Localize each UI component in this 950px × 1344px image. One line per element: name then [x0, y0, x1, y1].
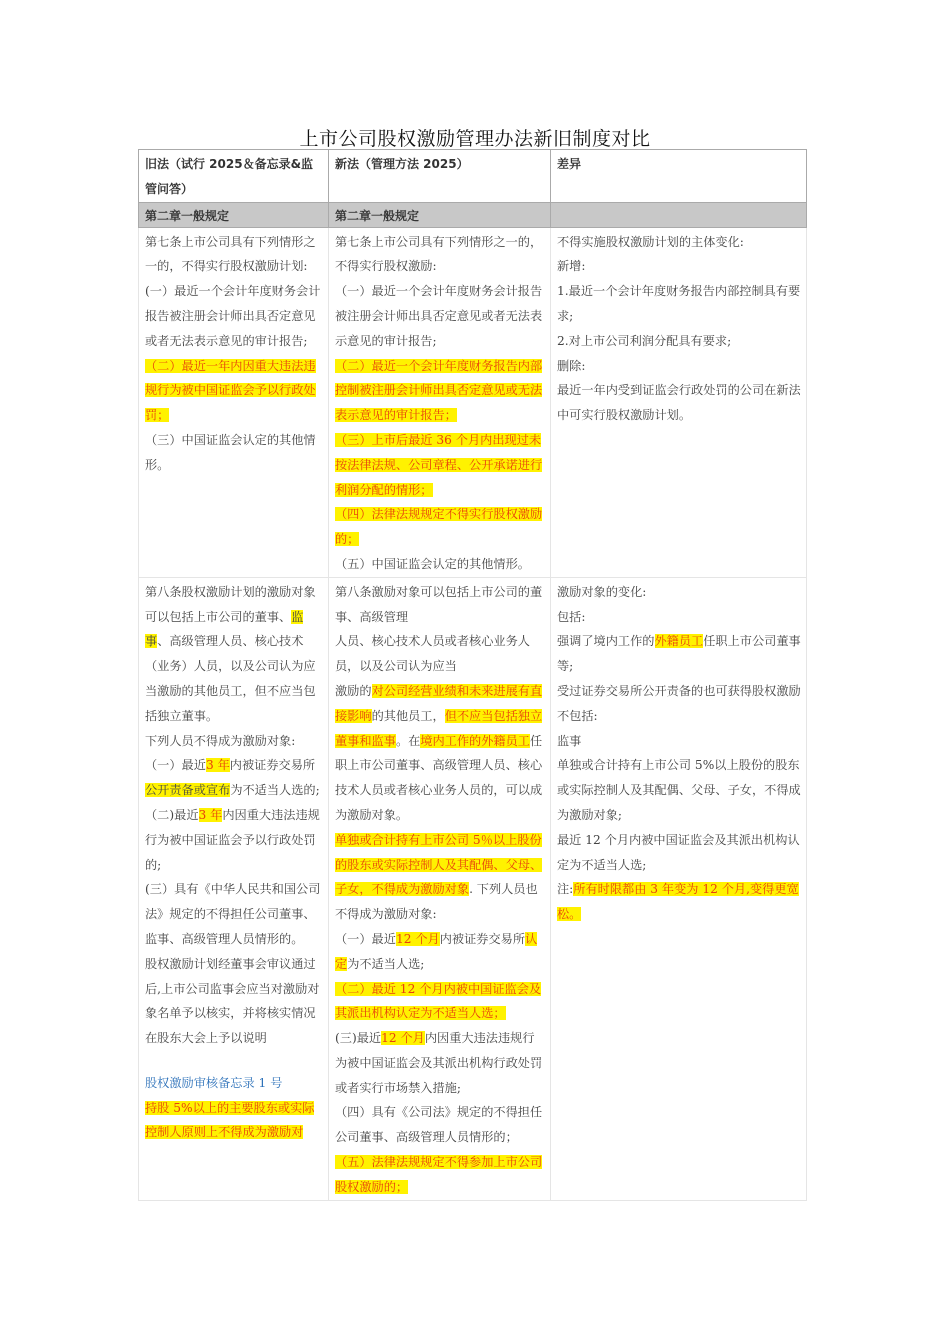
paragraph: （五）中国证监会认定的其他情形。 — [335, 556, 530, 571]
paragraph: （二)最近3 年内因重大违法违规行为被中国证监会予以行政处罚的; — [145, 807, 320, 872]
paragraph: 1.最近一个会计年度财务报告内部控制具有要求; — [557, 284, 801, 323]
article7-diff-cell — [551, 227, 807, 577]
paragraph: 人员、核心技术人员或者核心业务人员，以及公司认为应当 — [335, 634, 530, 674]
paragraph: (三）具有《中华人民共和国公司法》规定的不得担任公司董事、监事、高级管理人员情形的。 — [145, 882, 321, 946]
paragraph: 不包括: — [557, 708, 598, 723]
paragraph: (三)最近12 个月内因重大违法违规行为被中国证监会及其派出机构行政处罚或者实行市场禁入措施; — [335, 1031, 543, 1095]
article7-old-cell — [139, 227, 329, 577]
paragraph: 不得实施股权激励计划的主体变化: — [557, 234, 744, 249]
chapter-diff — [551, 202, 807, 227]
paragraph: 新增: — [557, 259, 586, 274]
memo-heading: 股权激励审核备忘录 1 号 — [145, 1075, 283, 1090]
paragraph: （四）具有《公司法》规定的不得担任公司董事、高级管理人员情形的； — [335, 1105, 543, 1145]
paragraph: 第七条上市公司具有下列情形之一的，不得实行股权激励: — [335, 234, 543, 274]
highlighted-paragraph: （二）最近 12 个月内被中国证监会及其派出机构认定为不适当人选； — [335, 981, 542, 1021]
highlighted-paragraph: （五）法律法规规定不得参加上市公司股权激励的； — [335, 1155, 543, 1194]
chapter-old: 第二章一般规定 — [139, 202, 329, 227]
paragraph: (一）最近一个会计年度财务会计报告被注册会计师出具否定意见或者无法表示意见的审计报告; — [145, 284, 321, 348]
header-difference: 差异 — [551, 150, 807, 203]
paragraph: 第八条股权激励计划的激励对象可以包括上市公司的董事、监事、高级管理人员、核心技术（业务）人员，以及公司认为应当激励的其他员工，但不应当包括独立董事。 — [145, 584, 316, 723]
paragraph: 监事 — [557, 733, 582, 748]
table-header-row — [139, 150, 807, 203]
note-paragraph: 注:所有时限都由 3 年变为 12 个月,变得更宽松。 — [557, 882, 799, 922]
paragraph: （一）最近3 年内被证券交易所公开责备或宣布为不适当人选的; — [145, 758, 320, 798]
paragraph: （三）中国证监会认定的其他情形。 — [145, 432, 316, 472]
paragraph: 下列人员不得成为激励对象: — [145, 733, 296, 748]
paragraph: 第八条激励对象可以包括上市公司的董事、高级管理 — [335, 584, 543, 624]
paragraph: 最近一年内受到证监会行政处罚的公司在新法中可实行股权激励计划。 — [557, 383, 801, 423]
paragraph: 最近 12 个月内被中国证监会及其派出机构认定为不适当人选; — [557, 832, 800, 872]
paragraph: 受过证券交易所公开责备的也可获得股权激励 — [557, 683, 801, 698]
highlighted-paragraph: （二）最近一年内因重大违法违规行为被中国证监会予以行政处罚； — [145, 358, 316, 423]
paragraph: 强调了境内工作的外籍员工任职上市公司董事等; — [557, 634, 801, 674]
paragraph: 第七条上市公司具有下列情形之一的，不得实行股权激励计划: — [145, 234, 316, 274]
highlighted-paragraph: （三）上市后最近 36 个月内出现过未按法律法规、公司章程、公开承诺进行利润分配的情形； — [335, 432, 543, 497]
paragraph: 删除: — [557, 358, 586, 373]
comparison-table — [138, 149, 807, 1201]
article8-new-cell — [329, 577, 551, 1200]
chapter-row — [139, 202, 807, 227]
highlighted-paragraph: （四）法律法规规定不得实行股权激励的； — [335, 507, 543, 547]
highlighted-paragraph: 持股 5%以上的主要股东或实际控制人原则上不得成为激励对 — [145, 1100, 315, 1140]
article7-new-cell — [329, 227, 551, 577]
header-new-law: 新法（管理方法 2025） — [329, 150, 551, 203]
paragraph: 2.对上市公司利润分配具有要求; — [557, 333, 732, 348]
article8-old-cell — [139, 577, 329, 1200]
paragraph: 包括: — [557, 609, 586, 624]
table-row — [139, 577, 807, 1200]
paragraph: 单独或合计持有上市公司 5％以上股份的股东或实际控制人及其配偶、父母、子女，不得成为激励对象. 下列人员也不得成为激励对象: — [335, 832, 543, 922]
header-old-law: 旧法（试行 2025＆备忘录&监管问答） — [139, 150, 329, 203]
chapter-new: 第二章一般规定 — [329, 202, 551, 227]
paragraph: 单独或合计持有上市公司 5%以上股份的股东或实际控制人及其配偶、父母、子女，不得成为激励对象; — [557, 758, 801, 822]
paragraph: （一）最近一个会计年度财务会计报告被注册会计师出具否定意见或者无法表示意见的审计报告; — [335, 284, 543, 348]
article8-diff-cell — [551, 577, 807, 1200]
highlighted-paragraph: （二）最近一个会计年度财务报告内部控制被注册会计师出具否定意见或无法表示意见的审计报告； — [335, 358, 543, 423]
table-row — [139, 227, 807, 577]
page-title: 上市公司股权激励管理办法新旧制度对比 — [299, 128, 651, 150]
paragraph: 激励对象的变化: — [557, 584, 647, 599]
paragraph: （一）最近12 个月内被证券交易所认定为不适当人选; — [335, 931, 538, 971]
paragraph: 激励的对公司经营业绩和未来进展有直接影响的其他员工，但不应当包括独立董事和监事。在境内工作的外籍员工任职上市公司董事、高级管理人员、核心技术人员或者核心业务人员的，可以成为激励对象。 — [335, 683, 543, 822]
paragraph: 股权激励计划经董事会审议通过后,上市公司监事会应当对激励对象名单予以核实，并将核实情况在股东大会上予以说明 — [145, 956, 320, 1046]
